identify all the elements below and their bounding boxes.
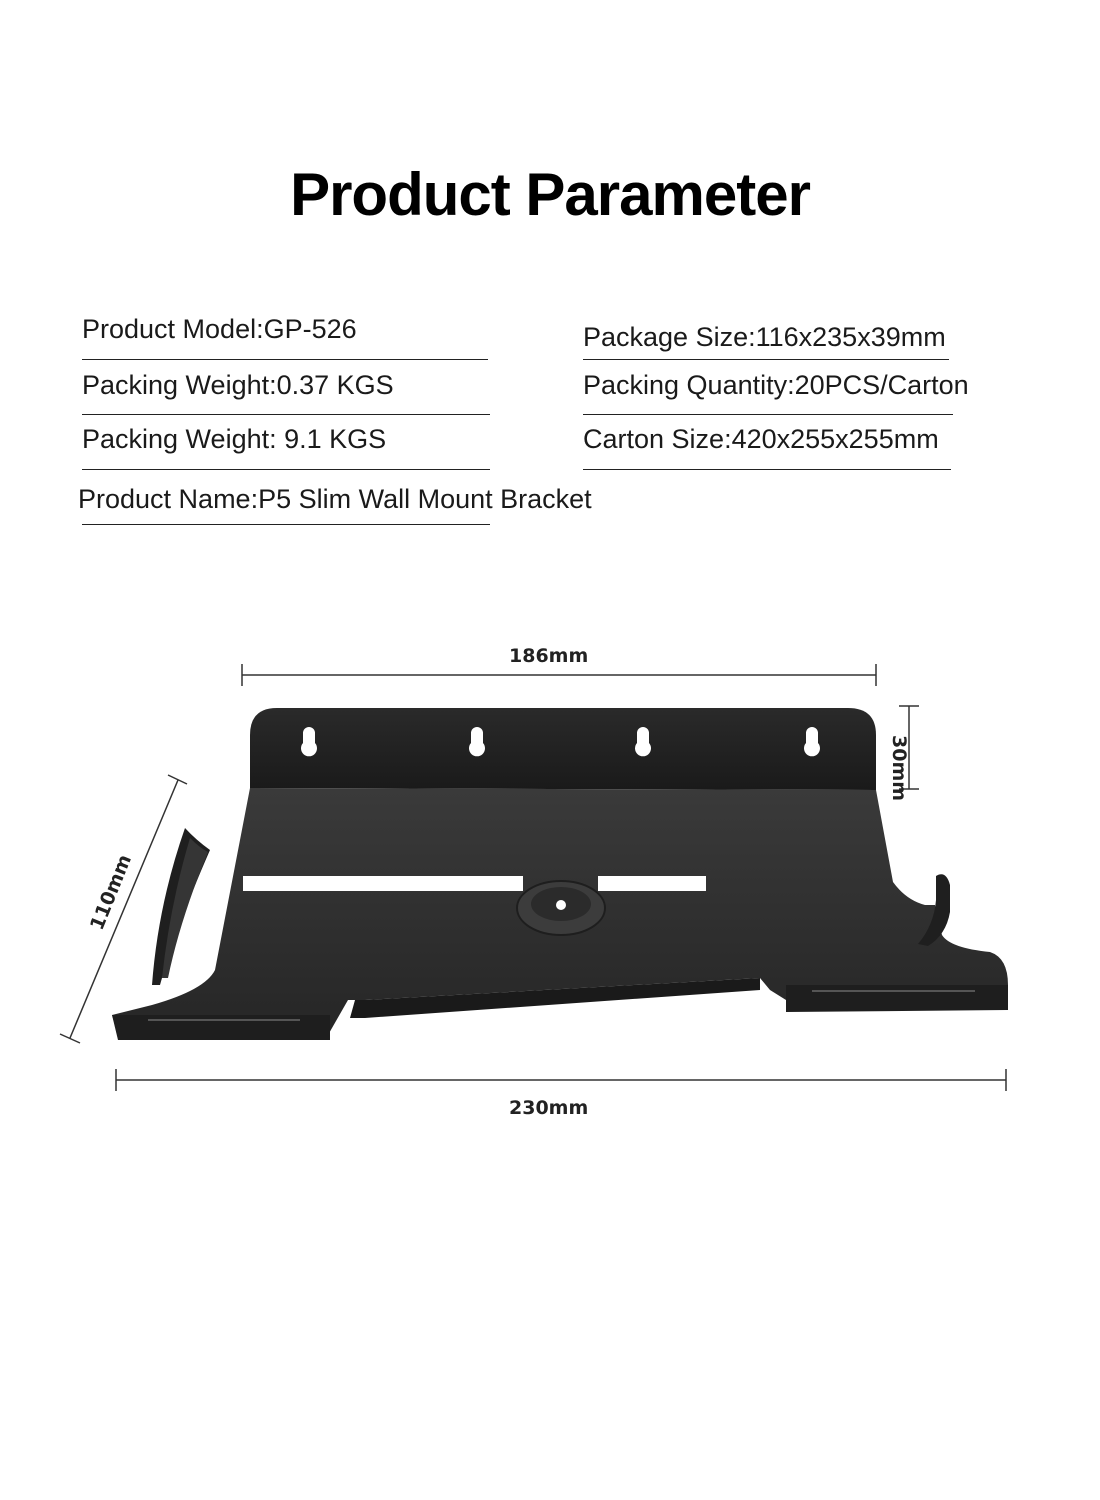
dimension-label-depth: 110mm [86, 851, 137, 934]
param-package-size: Package Size:116x235x39mm [583, 322, 946, 352]
dimension-label-back-height: 30mm [888, 735, 910, 802]
bracket-slot-right [598, 876, 706, 891]
param-product-name: Product Name:P5 Slim Wall Mount Bracket [78, 484, 592, 514]
param-packing-weight: Packing Weight:0.37 KGS [82, 370, 394, 400]
dimension-label-bottom-width: 230mm [509, 1097, 589, 1119]
param-packing-weight-carton: Packing Weight: 9.1 KGS [82, 424, 387, 454]
bracket-back-plate [250, 708, 876, 790]
dimension-label-top-width: 186mm [509, 645, 589, 667]
bracket-slot-left [243, 876, 523, 891]
dimension-line-top-width [242, 664, 876, 686]
dimension-line-bottom-width [116, 1069, 1006, 1091]
bracket-foot-right [786, 985, 1008, 1012]
param-packing-quantity: Packing Quantity:20PCS/Carton [583, 370, 969, 400]
bracket-foot-left [112, 1015, 330, 1040]
page-title: Product Parameter [290, 161, 810, 228]
param-product-model: Product Model:GP-526 [82, 314, 357, 344]
param-carton-size: Carton Size:420x255x255mm [583, 424, 939, 454]
